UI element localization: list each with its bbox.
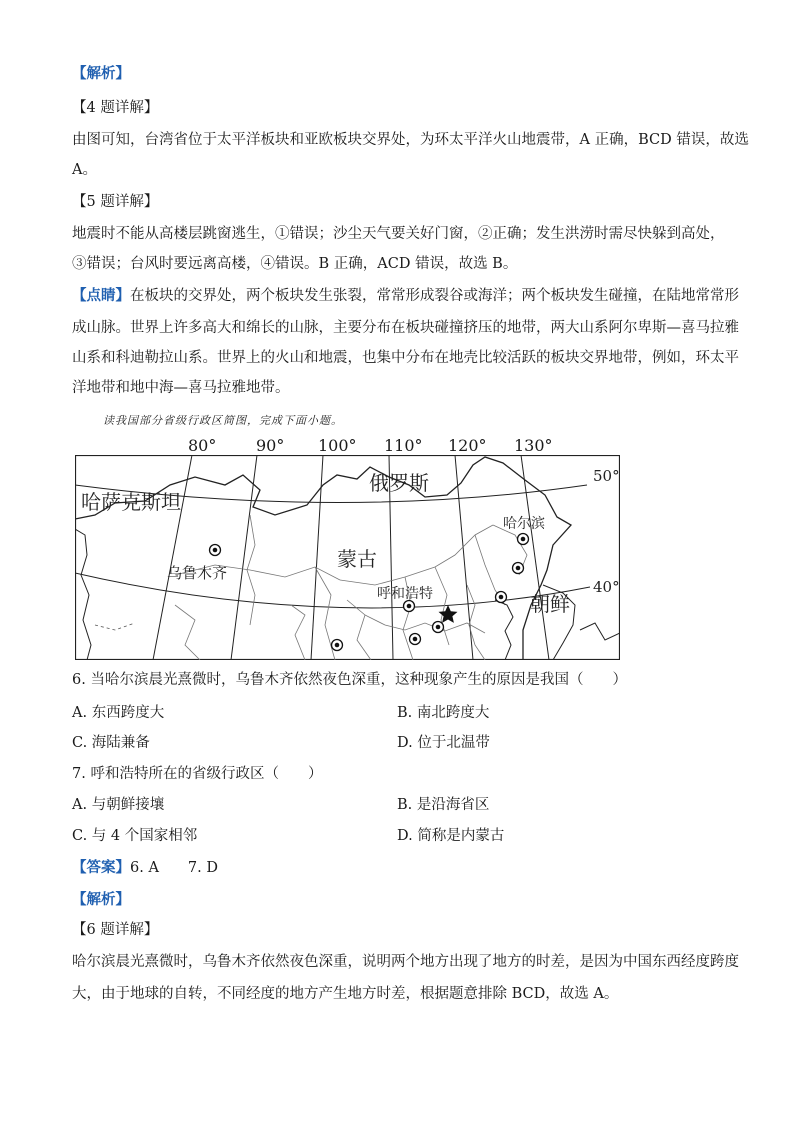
q6-option-d: D. 位于北温带 [397,735,490,751]
longitude-label: 120° [448,436,487,455]
map-caption: 读我国部分省级行政区简图，完成下面小题。 [103,414,343,427]
dianjing-line: 洋地带和地中海—喜马拉雅地带。 [72,380,290,396]
q7-option-d: D. 简称是内蒙古 [397,828,505,844]
q6-option-a: A. 东西跨度大 [72,705,165,721]
map-label-kazakhstan: 哈萨克斯坦 [81,490,181,514]
q5-heading: 【5 题详解】 [72,194,159,210]
city-marker [410,634,421,645]
q6-option-b: B. 南北跨度大 [397,705,490,721]
q4-heading: 【4 题详解】 [72,100,159,116]
harbin-marker [518,534,529,545]
urumqi-marker [210,545,221,556]
q5-explain-line: ③错误；台风时要远离高楼，④错误。B 正确，ACD 错误，故选 B。 [72,256,518,272]
china-province-map [75,455,620,660]
map-label-urumqi: 乌鲁木齐 [167,564,228,582]
longitude-label: 90° [256,436,285,455]
latitude-label-50: 50° [593,467,620,485]
answer-text: 6. A 7. D [130,860,218,876]
dianjing-line: 山系和科迪勒拉山系。世界上的火山和地震，也集中分布在地壳比较活跃的板块交界地带，例如，环太平 [72,350,739,366]
map-label-mongolia: 蒙古 [337,547,377,571]
dianjing-line: 成山脉。世界上许多高大和绵长的山脉，主要分布在板块碰撞挤压的地带，两大山系阿尔卑斯—喜马拉雅 [72,320,739,336]
q6-explain-line: 大，由于地球的自转，不同经度的地方产生地方时差，根据题意排除 BCD，故选 A。 [72,986,619,1002]
map-label-korea: 朝鲜 [530,592,570,616]
q6-heading: 【6 题详解】 [72,922,159,938]
map-label-hohhot: 呼和浩特 [377,586,433,602]
answer-line [72,858,218,878]
q7-stem: 7. 呼和浩特所在的省级行政区（ ） [72,766,323,782]
q7-option-b: B. 是沿海省区 [397,797,490,813]
longitude-label: 100° [318,436,357,455]
q6-stem: 6. 当哈尔滨晨光熹微时，乌鲁木齐依然夜色深重，这种现象产生的原因是我国（ ） [72,672,627,688]
city-marker [513,563,524,574]
q6-option-c: C. 海陆兼备 [72,735,150,751]
city-marker [332,640,343,651]
dianjing-line [72,286,739,306]
map-label-harbin: 哈尔滨 [503,516,545,532]
q7-option-a: A. 与朝鲜接壤 [72,797,165,813]
map-label-russia: 俄罗斯 [369,471,429,495]
answer-tag: 【答案】 [72,860,130,876]
dianjing-text: 在板块的交界处，两个板块发生张裂，常常形成裂谷或海洋；两个板块发生碰撞，在陆地常常形 [130,288,739,304]
longitude-label: 130° [514,436,553,455]
latitude-label-40: 40° [593,578,620,596]
q7-option-c: C. 与 4 个国家相邻 [72,828,198,844]
q4-explain-line: A。 [72,162,97,178]
q5-explain-line: 地震时不能从高楼层跳窗逃生，①错误；沙尘天气要关好门窗，②正确；发生洪涝时需尽快躲到高处， [72,226,725,242]
q4-explain-line: 由图可知，台湾省位于太平洋板块和亚欧板块交界处，为环太平洋火山地震带，A 正确，BCD 错误，故选 [72,132,749,148]
longitude-label: 110° [384,436,423,455]
q6-explain-line: 哈尔滨晨光熹微时，乌鲁木齐依然夜色深重，说明两个地方出现了地方的时差，是因为中国东西经度跨度 [72,954,739,970]
city-marker [433,622,444,633]
city-marker [496,592,507,603]
longitude-label: 80° [188,436,217,455]
jiexi-tag: 【解析】 [72,66,130,82]
dianjing-tag: 【点睛】 [72,288,130,304]
jiexi-tag: 【解析】 [72,892,130,908]
